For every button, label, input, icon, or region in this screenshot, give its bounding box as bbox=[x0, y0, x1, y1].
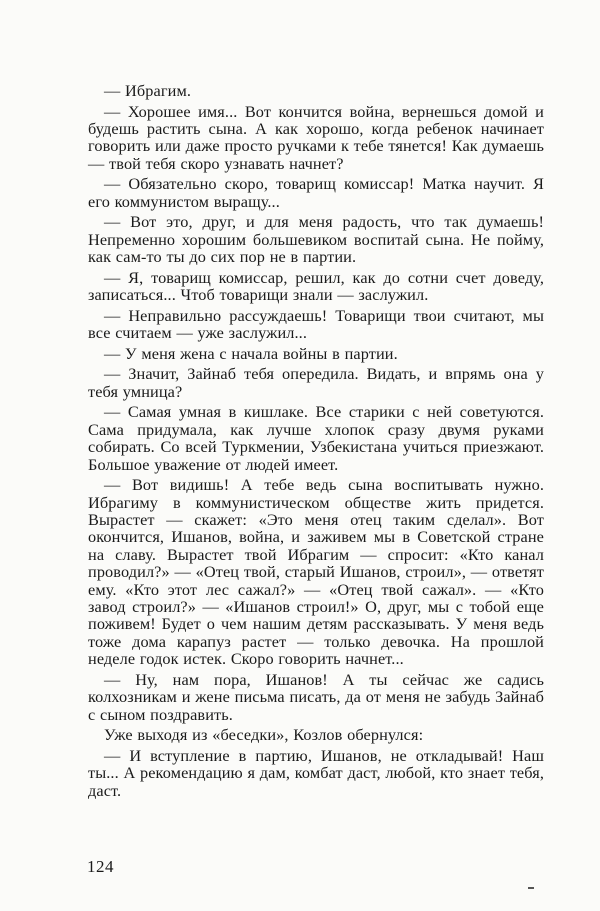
paragraph-9: — Самая умная в кишлаке. Все старики с ней советуются. Сама придумала, как лучше хлопок сразу двумя руками собирать. Со всей Туркмении, Узбекистана учиться приезжают. Большое уважение от людей имеет. bbox=[88, 402, 544, 474]
paragraph-6: — Неправильно рассуждаешь! Товарищи твои считают, мы все считаем — уже заслужил... bbox=[88, 305, 544, 343]
paragraph-7: — У меня жена с начала войны в партии. bbox=[104, 343, 398, 363]
paragraph-12: Уже выходя из «беседки», Козлов обернулся: bbox=[104, 725, 424, 745]
paragraph-5: — Я, товарищ комиссар, решил, как до сотни счет доведу, записаться... Чтоб товарищи знали — заслужил. bbox=[88, 267, 544, 305]
print-mark bbox=[528, 887, 534, 889]
paragraph-2: — Хорошее имя... Вот кончится война, вернешься домой и будешь растить сына. А как хорошо, когда ребенок начинает говорить или даже просто ручками к тебе тянется! Как думаешь — твой тебя скоро узнавать начнет? bbox=[88, 101, 544, 173]
paragraph-4: — Вот это, друг, и для меня радость, что так думаешь! Непременно хорошим большевиком воспитай сына. Не пойму, как сам-то ты до сих пор не в партии. bbox=[88, 212, 544, 267]
paragraph-10: — Вот видишь! А тебе ведь сына воспитывать нужно. Ибрагиму в коммунистическом обществе жить придется. Вырастет — скажет: «Это меня отец таким сделал». Вот окончится, Ишанов, война, и заживем мы в Советской стране на славу. Вырастет твой Ибрагим — спросит: «Кто канал проводил?» — «Отец твой, старый Ишанов, строил», — ответят ему. «Кто этот лес сажал?» — «Отец твой сажал». — «Кто завод строил?» — «Ишанов строил!» О, друг, мы с тобой еще поживем! Будет о чем нашим детям рассказывать. У меня ведь тоже дома карапуз растет — только девочка. На прошлой неделе годок истек. Скоро говорить начнет... bbox=[88, 475, 544, 669]
paragraph-11: — Ну, нам пора, Ишанов! А ты сейчас же садись колхозникам и жене письма писать, да от меня не забудь Зайнаб с сыном поздравить. bbox=[88, 669, 544, 724]
paragraph-1: — Ибрагим. bbox=[104, 81, 192, 100]
text-block bbox=[88, 82, 544, 802]
paragraph-3: — Обязательно скоро, товарищ комиссар! Матка научит. Я его коммунистом выращу... bbox=[88, 174, 544, 211]
paragraph-13: — И вступление в партию, Ишанов, не откладывай! Наш ты... А рекомендацию я дам, комбат даст, любой, кто знает тебя, даст. bbox=[88, 745, 544, 800]
paragraph-8: — Значит, Зайнаб тебя опередила. Видать, и впрямь она у тебя умница? bbox=[88, 364, 544, 401]
page-number: 124 bbox=[87, 857, 114, 876]
